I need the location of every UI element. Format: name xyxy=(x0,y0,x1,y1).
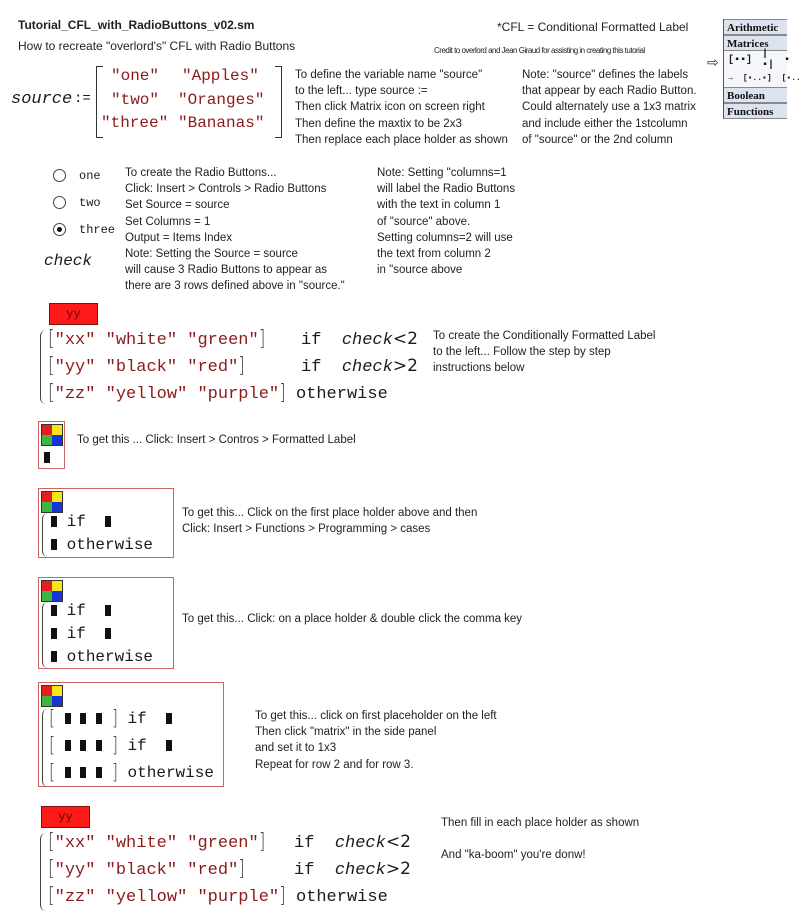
step-line: Repeat for row 2 and for row 3. xyxy=(255,758,414,771)
instruction-line: Then click Matrix icon on screen right xyxy=(295,101,485,114)
cfl-cases-expression[interactable] xyxy=(38,326,428,406)
formatted-label-empty[interactable] xyxy=(38,421,65,469)
panel-section-functions[interactable]: Functions xyxy=(724,103,787,119)
case-row: [ ] if xyxy=(49,707,172,730)
panel-section-boolean[interactable]: Boolean xyxy=(724,87,787,103)
radio-button[interactable] xyxy=(53,196,66,209)
final-line: And "ka-boom" you're donw! xyxy=(441,849,586,862)
instruction-line: Set Columns = 1 xyxy=(125,215,211,228)
document-title: Tutorial_CFL_with_RadioButtons_v02.sm xyxy=(18,18,255,32)
radio-label: one xyxy=(79,169,101,183)
cfl-label[interactable]: yy xyxy=(49,303,98,325)
source-matrix[interactable] xyxy=(96,66,282,138)
instruction-line: to the left... type source := xyxy=(295,85,428,98)
instruction-line: there are 3 rows defined above in "source." xyxy=(125,280,345,293)
instruction-line: Note: Setting the Source = source xyxy=(125,248,298,261)
instruction-line: To create the Radio Buttons... xyxy=(125,167,277,179)
credit-note: Credit to overlord and Jean Giraud for assisting in creating this tutorial xyxy=(434,46,645,55)
radio-option-two[interactable] xyxy=(53,196,101,214)
cfl-label-final[interactable]: yy xyxy=(41,806,90,828)
final-line: Then fill in each place holder as shown xyxy=(441,817,640,829)
determinant-icon[interactable]: |▪| xyxy=(762,49,775,71)
step-line: and set it to 1x3 xyxy=(255,742,337,755)
note-line: that appear by each Radio Button. xyxy=(522,85,697,98)
step-line: Then click "matrix" in the side panel xyxy=(255,726,437,739)
assign-operator: := xyxy=(74,91,91,107)
case-row: otherwise xyxy=(51,534,153,556)
case-row: ["zz" "yellow" "purple"] otherwise xyxy=(48,883,388,909)
document-subtitle: How to recreate "overlord's" CFL with Radio Buttons xyxy=(18,39,296,53)
matrix-bracket-right xyxy=(275,66,282,138)
step-line: Click: Insert > Functions > Programming > cases xyxy=(182,523,431,536)
step-line: To get this... click on first placeholder on the left xyxy=(255,710,497,722)
case-row: if xyxy=(51,600,111,622)
case-row: ["yy" "black" "red"] xyxy=(48,353,245,379)
matrix-cell: "Bananas" xyxy=(178,114,265,132)
final-text xyxy=(441,815,639,863)
note-line: of "source" or the 2nd column xyxy=(522,133,673,146)
note-line: of "source" above. xyxy=(377,215,471,228)
step2-text xyxy=(182,505,477,537)
instruction-line: To define the variable name "source" xyxy=(295,69,483,81)
cases-brace xyxy=(42,602,48,668)
note-line: in "source above xyxy=(377,264,463,277)
radio-note xyxy=(377,165,515,278)
note-line: and include either the 1stcolumn xyxy=(522,117,688,130)
formatted-label-cases-3[interactable] xyxy=(38,577,174,669)
radio-instructions xyxy=(125,165,345,295)
note-line: Setting columns=2 will use xyxy=(377,231,513,244)
formatted-label-cases-matrix[interactable] xyxy=(38,682,224,787)
radio-option-three[interactable] xyxy=(53,223,116,241)
instruction-line: Click: Insert > Controls > Radio Buttons xyxy=(125,183,327,196)
source-var-name: source xyxy=(11,90,73,109)
case-row: otherwise xyxy=(51,646,153,668)
matrix-cell: "Apples" xyxy=(182,67,259,85)
note-line: will label the Radio Buttons xyxy=(377,183,516,196)
matrix-element-icon[interactable]: ▪ xyxy=(784,54,791,66)
matrix-cell: "two" xyxy=(111,91,160,109)
side-panel xyxy=(723,19,801,119)
note-line: Note: Setting "columns=1 xyxy=(377,167,507,179)
panel-section-matrices[interactable]: Matrices xyxy=(724,35,787,51)
step1-text: To get this ... Click: Insert > Contros > Formatted Label xyxy=(77,434,356,446)
note-line: the text from column 2 xyxy=(377,248,491,261)
cfl-intro xyxy=(433,328,655,377)
case-condition: if check>2 xyxy=(301,356,418,377)
vector-icon[interactable]: → xyxy=(728,73,733,83)
radio-button[interactable] xyxy=(53,169,66,182)
range-vector-icon[interactable]: [▪..▪] xyxy=(742,73,772,83)
format-quad-icon xyxy=(41,491,63,513)
intro-line: instructions below xyxy=(433,362,525,375)
instruction-line: Then define the maxtix to be 2x3 xyxy=(295,117,462,130)
panel-section-arithmetic[interactable]: Arithmetic xyxy=(724,19,787,35)
instruction-line: Set Source = source xyxy=(125,199,230,212)
note-line: Could alternately use a 1x3 matrix xyxy=(522,101,696,114)
matrix-cell: "three" xyxy=(101,114,169,132)
case-row: ["zz" "yellow" "purple"] otherwise xyxy=(48,380,388,406)
step3-text: To get this... Click: on a place holder & double click the comma key xyxy=(182,613,523,625)
case-condition: if check<2 xyxy=(301,329,418,350)
step-line: To get this... Click on the first place holder above and then xyxy=(182,507,478,519)
case-row: ["xx" "white" "green"] xyxy=(48,829,266,855)
case-condition: if check<2 xyxy=(294,832,411,853)
case-row: if xyxy=(51,623,111,645)
placeholder[interactable] xyxy=(44,452,50,463)
instruction-line: will cause 3 Radio Buttons to appear as xyxy=(125,264,328,277)
format-quad-icon xyxy=(41,580,63,602)
note-line: Note: "source" defines the labels xyxy=(522,69,689,81)
matrix-icon[interactable]: [▪▪] xyxy=(728,54,753,66)
radio-label: two xyxy=(79,196,101,210)
case-row: [ ] if xyxy=(49,734,172,757)
instruction-line: Output = Items Index xyxy=(125,231,233,244)
source-instructions xyxy=(295,67,508,148)
note-line: with the text in column 1 xyxy=(377,199,501,212)
radio-option-one[interactable] xyxy=(53,169,101,187)
spacer xyxy=(441,831,639,847)
formatted-label-cases-2[interactable] xyxy=(38,488,174,558)
source-note xyxy=(522,67,697,148)
range-vector2-icon[interactable]: [▪.. xyxy=(781,73,801,83)
intro-line: to the left... Follow the step by step xyxy=(433,346,611,359)
matrix-cell: "Oranges" xyxy=(178,91,265,109)
case-row: ["xx" "white" "green"] xyxy=(48,326,266,352)
radio-label: three xyxy=(79,223,116,237)
cases-brace xyxy=(40,833,46,911)
intro-line: To create the Conditionally Formatted Label xyxy=(433,330,656,342)
radio-output-var: check xyxy=(44,252,93,270)
format-quad-icon xyxy=(41,424,63,446)
cases-brace xyxy=(42,709,48,787)
matrix-cell: "one" xyxy=(111,67,160,85)
case-condition: if check>2 xyxy=(294,859,411,880)
step4-text xyxy=(255,708,497,773)
radio-button-selected[interactable] xyxy=(53,223,66,236)
instruction-line: Then replace each place holder as shown xyxy=(295,133,508,146)
case-row: [ ] otherwise xyxy=(49,759,214,784)
cases-brace xyxy=(40,330,46,404)
case-row: if xyxy=(51,511,111,533)
cfl-definition: *CFL = Conditional Formatted Label xyxy=(497,20,689,34)
arrow-pointer-icon: ⇨ xyxy=(707,54,719,70)
case-row: ["yy" "black" "red"] xyxy=(48,856,245,882)
cases-brace xyxy=(42,513,48,557)
cfl-cases-expression-final[interactable] xyxy=(38,829,428,913)
